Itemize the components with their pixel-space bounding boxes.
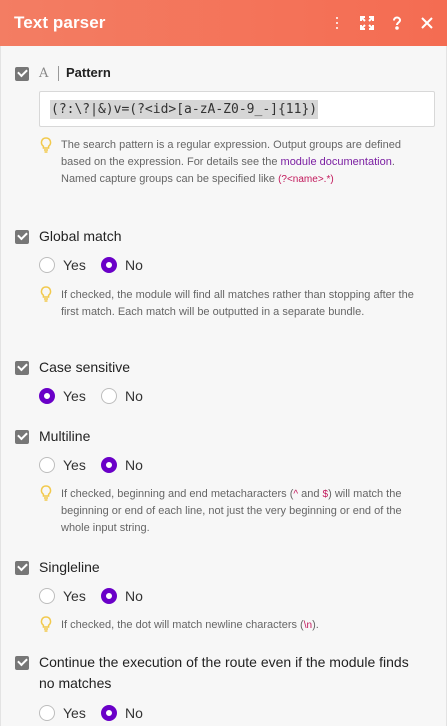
pattern-hint <box>61 137 417 188</box>
multiline-label: Multiline <box>39 428 91 444</box>
multiline-yes-radio[interactable] <box>39 457 86 473</box>
global-match-checkbox[interactable] <box>15 230 29 244</box>
continue-yes-label: Yes <box>63 705 86 721</box>
multiline-hint-rest: ) will match the beginning or end of each line, not just the very beginning or end of the whole input string. <box>61 488 402 534</box>
lightbulb-icon <box>39 286 53 302</box>
expand-icon[interactable] <box>359 15 375 31</box>
case-sensitive-label: Case sensitive <box>39 359 131 375</box>
singleline-hint-text: If checked, the dot will match newline characters ( <box>61 619 304 631</box>
global-match-hint: If checked, the module will find all matches rather than stopping after the first match. Each match will be outputted in a separate bundle. <box>61 289 414 318</box>
continue-label: Continue the execution of the route even if the module finds no matches <box>39 654 409 691</box>
global-match-no-radio[interactable] <box>101 257 143 273</box>
global-match-yes-radio[interactable] <box>39 257 86 273</box>
continue-no-label: No <box>125 705 143 721</box>
newline-code: \n <box>303 620 313 631</box>
continue-yes-radio[interactable] <box>39 705 86 721</box>
pattern-value: (?:\?|&)v=(?<id>[a-zA-Z0-9_-]{11}) <box>51 101 318 117</box>
text-type-icon: A <box>39 66 49 81</box>
header-toolbar <box>329 0 435 46</box>
multiline-hint-and: and <box>298 488 323 500</box>
pattern-hint-named-groups: Named capture groups can be specified like <box>61 173 279 185</box>
lightbulb-icon <box>39 485 53 501</box>
multiline-no-radio[interactable] <box>101 457 143 473</box>
singleline-checkbox[interactable] <box>15 561 29 575</box>
continue-no-radio[interactable] <box>101 705 143 721</box>
multiline-checkbox[interactable] <box>15 430 29 444</box>
global-match-no-label: No <box>125 257 143 273</box>
help-icon[interactable] <box>389 15 405 31</box>
singleline-no-radio[interactable] <box>101 588 143 604</box>
pattern-input[interactable] <box>39 91 435 127</box>
case-sensitive-no-radio[interactable] <box>101 388 143 404</box>
singleline-yes-radio[interactable] <box>39 588 86 604</box>
case-sensitive-no-label: No <box>125 388 143 404</box>
named-group-example: (?<name>.*) <box>278 174 334 185</box>
module-header <box>0 0 447 46</box>
singleline-hint-end: ). <box>312 619 319 631</box>
lightbulb-icon <box>39 616 53 632</box>
singleline-yes-label: Yes <box>63 588 86 604</box>
more-options-icon[interactable] <box>329 15 345 31</box>
dollar-metachar: $ <box>322 489 329 500</box>
case-sensitive-yes-radio[interactable] <box>39 388 86 404</box>
multiline-hint <box>61 486 417 537</box>
multiline-no-label: No <box>125 457 143 473</box>
case-sensitive-yes-label: Yes <box>63 388 86 404</box>
global-match-yes-label: Yes <box>63 257 86 273</box>
continue-checkbox[interactable] <box>15 656 29 670</box>
pattern-checkbox[interactable] <box>15 67 29 81</box>
pattern-label: Pattern <box>66 65 111 80</box>
global-match-label: Global match <box>39 228 122 244</box>
case-sensitive-checkbox[interactable] <box>15 361 29 375</box>
type-separator <box>58 66 59 81</box>
singleline-hint <box>61 617 417 634</box>
singleline-label: Singleline <box>39 559 100 575</box>
module-title: Text parser <box>14 13 106 32</box>
caret-metachar: ^ <box>293 489 299 500</box>
pattern-hint-period: . <box>391 156 395 168</box>
settings-panel <box>0 46 447 726</box>
lightbulb-icon <box>39 137 53 153</box>
module-documentation-link[interactable]: module documentation <box>280 156 392 168</box>
multiline-yes-label: Yes <box>63 457 86 473</box>
close-icon[interactable] <box>419 15 435 31</box>
multiline-hint-text: If checked, beginning and end metacharacters ( <box>61 488 294 500</box>
singleline-no-label: No <box>125 588 143 604</box>
pattern-hint-text: The search pattern is a regular expression. Output groups are defined based on the expression. For details see the <box>61 139 401 168</box>
